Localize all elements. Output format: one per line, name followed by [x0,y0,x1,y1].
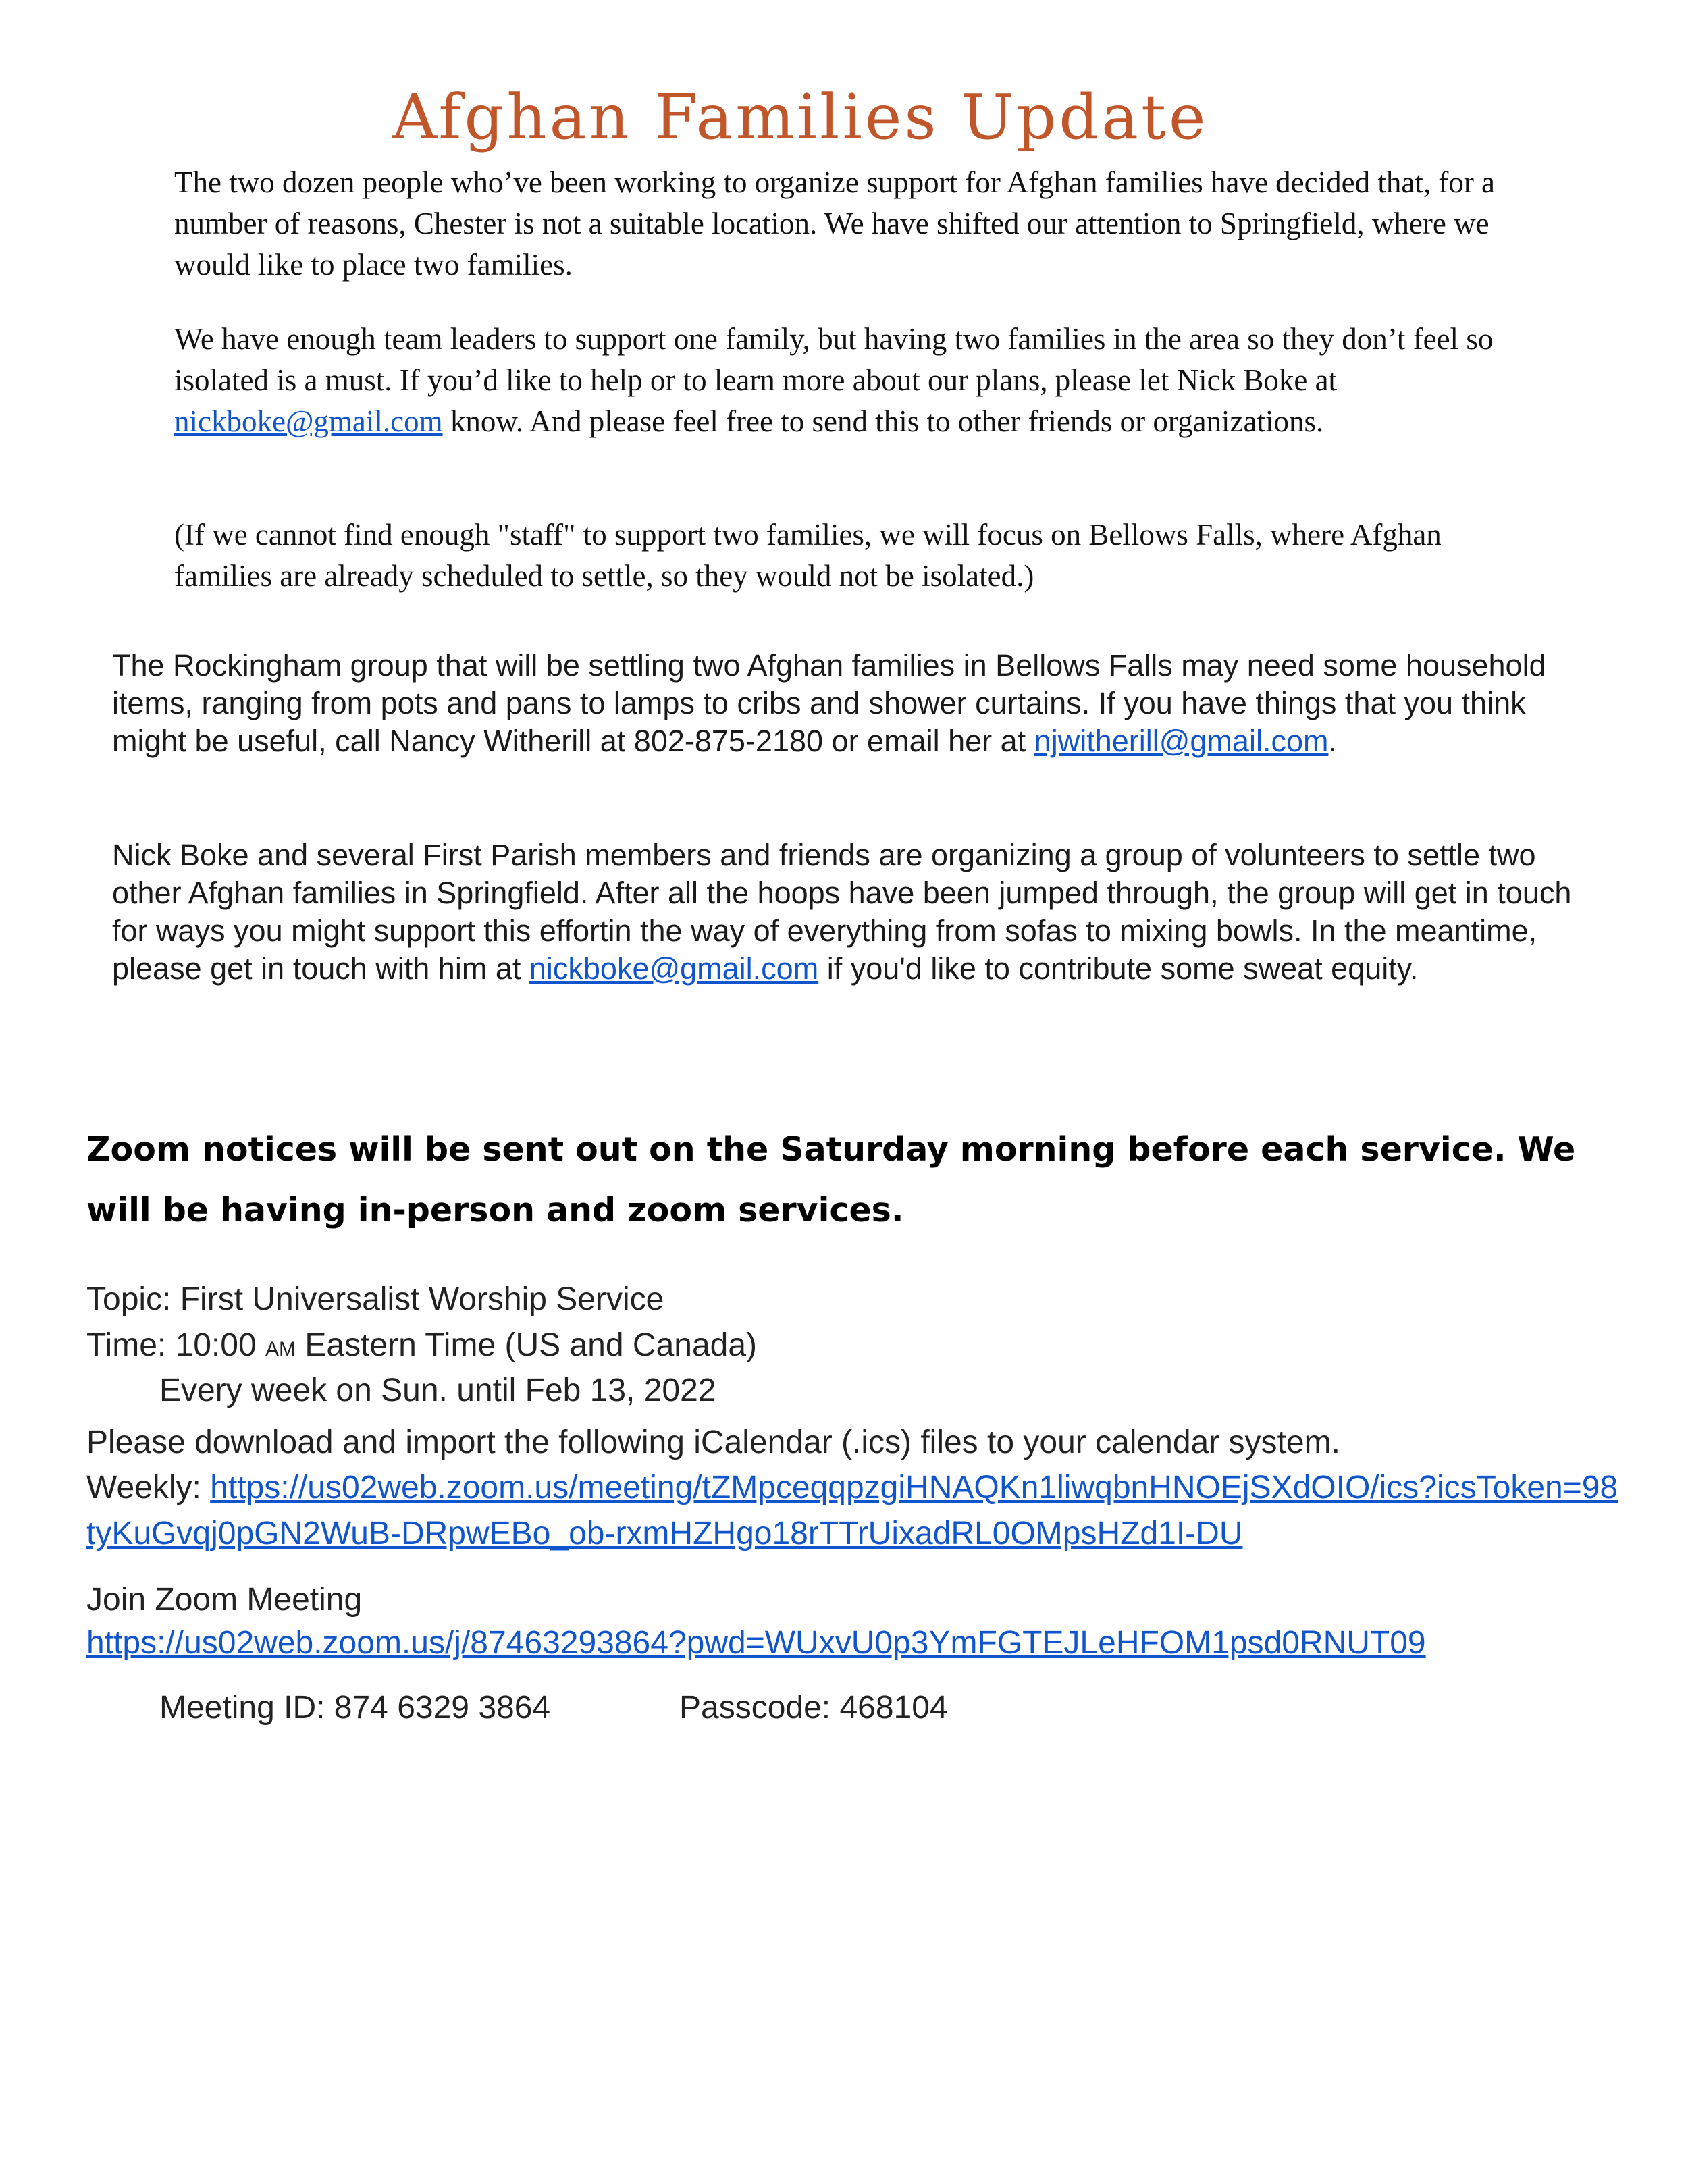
time-label: Time: [86,1327,167,1363]
serif-paragraph-2-text-end: know. And please feel free to send this to other friends or organizations. [442,404,1324,438]
njwitherill-email-link[interactable]: njwitherill@gmail.com [1034,724,1329,758]
weekly-label: Weekly: [86,1470,201,1506]
rockingham-paragraph-end: . [1328,724,1337,758]
join-zoom-link[interactable]: https://us02web.zoom.us/j/87463293864?pwd=WUxvU0p3YmFGTEJLeHFOM1psd0RNUT09 [86,1625,1426,1661]
springfield-paragraph [112,836,1598,988]
meeting-time [86,1325,757,1370]
time-ampm: AM [265,1338,296,1360]
springfield-paragraph-end: if you'd like to contribute some sweat equity. [818,951,1419,986]
join-zoom-line [86,1623,1426,1663]
time-zone: Eastern Time (US and Canada) [305,1327,758,1363]
serif-paragraph-3: (If we cannot find enough "staff" to support two families, we will focus on Bellows Falls, where Afghan families are already scheduled to settle, so they would not be isolated.) [174,518,1442,593]
weekly-calendar-line [86,1465,1626,1557]
time-value: 10:00 [175,1327,257,1363]
topic-value: First Universalist Worship Service [180,1281,664,1317]
nickboke-email-link-2[interactable]: nickboke@gmail.com [529,951,819,986]
serif-paragraph-2-text-start: We have enough team leaders to support one family, but having two families in the area so they don’t feel so isolated is a must. If you’d like to help or to learn more about our plans, please let Nick Boke at [174,322,1494,397]
join-zoom-label: Join Zoom Meeting [86,1582,363,1618]
page-title: Afghan Families Update [392,81,1209,153]
meeting-id: Meeting ID: 874 6329 3864 [159,1690,551,1726]
calendar-download-text: Please download and import the following iCalendar (.ics) files to your calendar system. [86,1424,1340,1460]
springfield-paragraph-text: Nick Boke and several First Parish members and friends are organizing a group of volunteers to settle two other Afghan families in Springfield. After all the hoops have been jumped through, the group will get in touch for ways you might support this effortin the way of everything from sofas to mixing bowls. In the meantime, please get in touch with him at [112,838,1572,986]
serif-paragraph-1: The two dozen people who’ve been working to organize support for Afghan families have decided that, for a number of reasons, Chester is not a suitable location. We have shifted our attention to Springfield, where we would like to place two families. [174,165,1496,282]
serif-paragraph-2 [174,319,1498,442]
rockingham-paragraph [112,647,1598,760]
meeting-credentials [159,1688,948,1728]
zoom-notice: Zoom notices will be sent out on the Saturday morning before each service. We will be having in-person and zoom services. [86,1130,1576,1229]
meeting-recurrence: Every week on Sun. until Feb 13, 2022 [159,1373,716,1408]
meeting-passcode: Passcode: 468104 [679,1690,948,1726]
meeting-topic [86,1279,664,1320]
nickboke-email-link[interactable]: nickboke@gmail.com [174,404,443,438]
topic-label: Topic: [86,1281,172,1317]
rockingham-paragraph-text: The Rockingham group that will be settling two Afghan families in Bellows Falls may need some household items, ranging from pots and pans to lamps to cribs and shower curtains. If you have things that you think might be useful, call Nancy Witherill at 802-875-2180 or email her at [112,648,1546,758]
weekly-ics-link[interactable]: https://us02web.zoom.us/meeting/tZMpceqqpzgiHNAQKn1liwqbnHNOEjSXdOIO/ics?icsToken=98tyKuGvqj0pGN2WuB-DRpwEBo_ob-rxmHZHgo18rTTrUixadRL0OMpsHZd1I-DU [86,1470,1618,1551]
